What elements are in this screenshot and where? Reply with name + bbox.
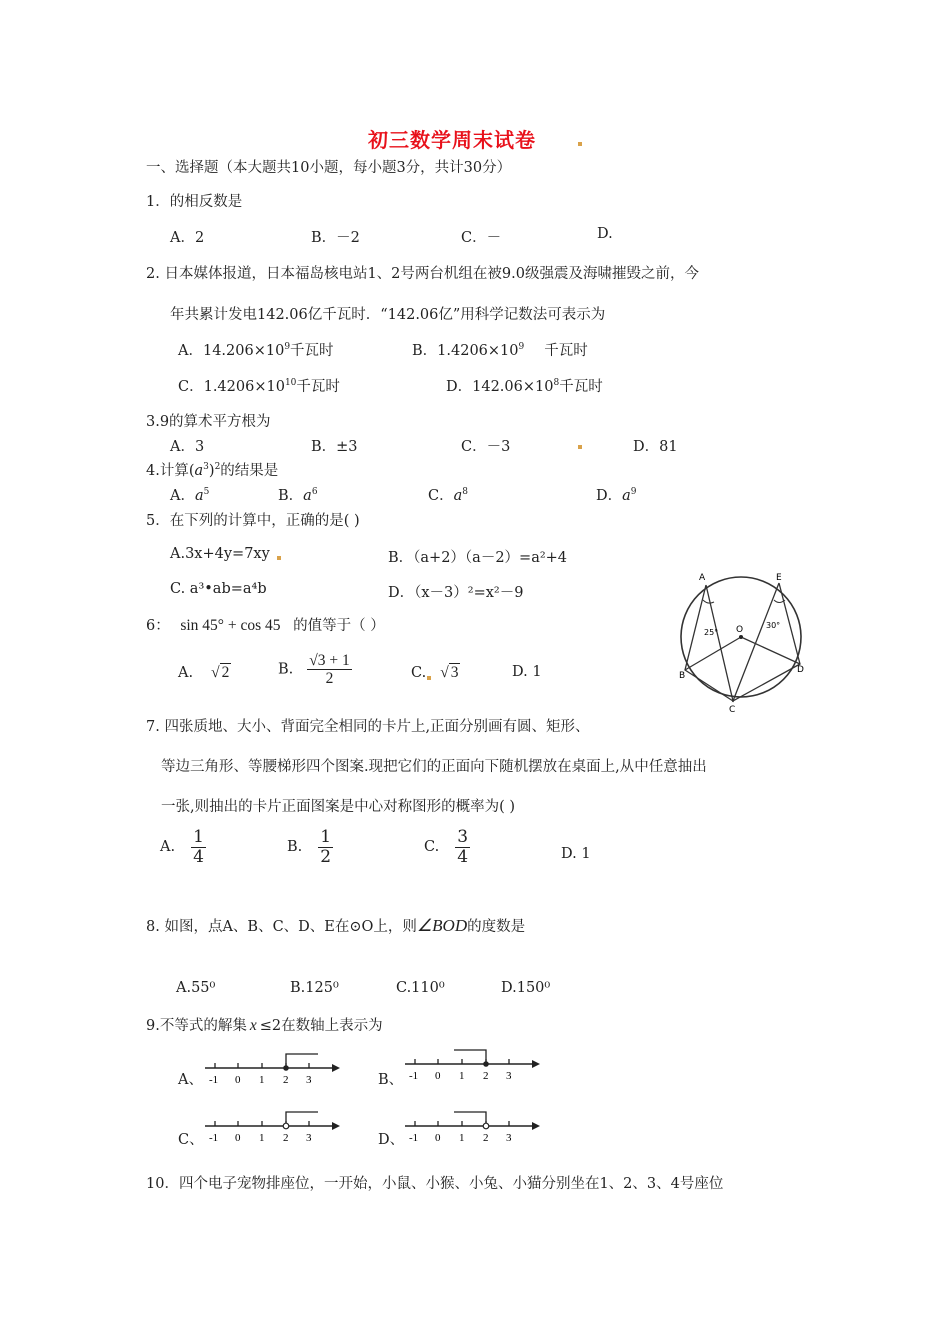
question-5-stem: 5．在下列的计算中，正确的是( ) bbox=[146, 513, 360, 529]
tick-label: 2 bbox=[283, 1074, 289, 1086]
q1-option-d[interactable]: D. bbox=[597, 226, 613, 242]
question-2-line2: 年共累计发电142.06亿千瓦时．“142.06亿”用科学记数法可表示为 bbox=[170, 307, 606, 323]
tick-label: 0 bbox=[435, 1132, 441, 1144]
q1-option-a[interactable]: A．2 bbox=[170, 230, 205, 246]
q1-option-c[interactable]: C．－ bbox=[461, 230, 502, 246]
q9-number-line-c[interactable] bbox=[200, 1108, 345, 1148]
tick-label: 3 bbox=[506, 1070, 512, 1082]
decorative-dot bbox=[578, 445, 582, 449]
question-10-line1: 10．四个电子宠物排座位，一开始，小鼠、小猴、小兔、小猫分别坐在1、2、3、4号座位 bbox=[146, 1176, 724, 1192]
q4-option-d[interactable]: D．$a^9$ bbox=[596, 487, 637, 504]
tick-label: 1 bbox=[459, 1070, 465, 1082]
question-6-stem: 6： sin 45° + cos 45 的值等于（ ） bbox=[146, 617, 385, 634]
q7-option-c[interactable]: C. $\frac{3}{4}$ bbox=[424, 827, 469, 867]
q2-option-a[interactable]: A．$14.206\times 10^9$千瓦时 bbox=[178, 342, 334, 359]
q1-option-b[interactable]: B．－2 bbox=[311, 230, 360, 246]
q6-option-d[interactable]: D. 1 bbox=[512, 664, 542, 680]
tick-label: -1 bbox=[209, 1074, 219, 1086]
tick-label: 3 bbox=[506, 1132, 512, 1144]
q5-option-a[interactable]: A.3x+4y=7xy bbox=[170, 546, 270, 562]
question-3-stem: 3.9的算术平方根为 bbox=[146, 414, 271, 430]
q7-option-d[interactable]: D. 1 bbox=[561, 846, 591, 862]
q8-option-d[interactable]: D.150⁰ bbox=[501, 980, 551, 996]
q5-option-d[interactable]: D．（x－3）²=x²－9 bbox=[388, 585, 524, 601]
question-7-line1: 7. 四张质地、大小、背面完全相同的卡片上,正面分别画有圆、矩形、 bbox=[146, 719, 590, 735]
tick-label: 0 bbox=[235, 1132, 241, 1144]
figure-label-b: B bbox=[679, 671, 686, 681]
q6-option-b[interactable]: B. $\frac{√3 + 1}{2}$ bbox=[278, 652, 350, 688]
figure-label-a: A bbox=[699, 573, 706, 583]
q8-option-c[interactable]: C.110⁰ bbox=[396, 980, 445, 996]
tick-label: -1 bbox=[409, 1132, 419, 1144]
question-2-line1: 2. 日本媒体报道，日本福岛核电站1、2号两台机组在被9.0级强震及海啸摧毁之前，今 bbox=[146, 266, 699, 282]
question-7-line3: 一张,则抽出的卡片正面图案是中心对称图形的概率为( ) bbox=[161, 799, 516, 815]
tick-label: 3 bbox=[306, 1132, 312, 1144]
q8-option-b[interactable]: B.125⁰ bbox=[290, 980, 339, 996]
question-4-stem: 4.计算$(a^3)^2$的结果是 bbox=[146, 462, 279, 479]
q9-number-line-a[interactable] bbox=[200, 1050, 345, 1090]
tick-label: -1 bbox=[409, 1070, 419, 1082]
question-9-stem: 9.不等式的解集 x ≤2在数轴上表示为 bbox=[146, 1017, 383, 1034]
decorative-dot bbox=[578, 142, 582, 146]
tick-label: 1 bbox=[259, 1074, 265, 1086]
tick-label: 2 bbox=[483, 1132, 489, 1144]
figure-label-d: D bbox=[797, 665, 804, 675]
tick-label: 2 bbox=[283, 1132, 289, 1144]
figure-label-c: C bbox=[729, 705, 736, 715]
q9-option-c-label[interactable]: C、 bbox=[178, 1132, 204, 1148]
q8-option-a[interactable]: A.55⁰ bbox=[176, 980, 216, 996]
q3-option-b[interactable]: B．±3 bbox=[311, 439, 358, 455]
q7-option-b[interactable]: B. $\frac{1}{2}$ bbox=[287, 827, 332, 867]
q3-option-d[interactable]: D．81 bbox=[633, 439, 678, 455]
q2-option-b[interactable]: B．$1.4206\times 10^9$ 千瓦时 bbox=[412, 342, 588, 359]
q9-option-a-label[interactable]: A、 bbox=[178, 1072, 203, 1088]
decorative-dot bbox=[427, 676, 431, 680]
q4-option-a[interactable]: A．$a^5$ bbox=[170, 487, 210, 504]
q2-option-c[interactable]: C．$1.4206\times 10^{10}$千瓦时 bbox=[178, 378, 340, 395]
q5-option-c[interactable]: C. a³•ab=a⁴b bbox=[170, 581, 267, 597]
q9-option-b-label[interactable]: B、 bbox=[378, 1072, 404, 1088]
question-1-stem: 1．的相反数是 bbox=[146, 194, 243, 210]
q9-option-d-label[interactable]: D、 bbox=[378, 1132, 405, 1148]
q2-option-d[interactable]: D．$142.06\times 10^8$千瓦时 bbox=[446, 378, 603, 395]
tick-label: 2 bbox=[483, 1070, 489, 1082]
q3-option-c[interactable]: C．－3 bbox=[461, 439, 511, 455]
section-heading: 一、选择题（本大题共10小题，每小题3分，共计30分） bbox=[146, 160, 512, 176]
figure-label-o: O bbox=[736, 625, 744, 635]
q6-option-c[interactable]: C. √ 3 bbox=[411, 664, 459, 681]
figure-label-e: E bbox=[776, 573, 782, 583]
decorative-dot bbox=[277, 556, 281, 560]
figure-angle-25: 25° bbox=[704, 628, 719, 637]
q7-option-a[interactable]: A. $\frac{1}{4}$ bbox=[160, 827, 204, 867]
q4-option-b[interactable]: B．$a^6$ bbox=[278, 487, 318, 504]
tick-label: 1 bbox=[459, 1132, 465, 1144]
tick-label: 3 bbox=[306, 1074, 312, 1086]
tick-label: 1 bbox=[259, 1132, 265, 1144]
tick-label: 0 bbox=[235, 1074, 241, 1086]
q5-option-b[interactable]: B．（a+2）（a－2）=a²+4 bbox=[388, 550, 568, 566]
q4-option-c[interactable]: C．$a^8$ bbox=[428, 487, 468, 504]
q6-option-a[interactable]: A. √ 2 bbox=[178, 664, 230, 681]
tick-label: -1 bbox=[209, 1132, 219, 1144]
page-title: 初三数学周末试卷 bbox=[368, 128, 536, 152]
question-8-stem: 8. 如图，点A、B、C、D、E在⊙O上，则∠BOD的度数是 bbox=[146, 916, 526, 935]
q9-number-line-b[interactable] bbox=[400, 1046, 545, 1086]
q9-number-line-d[interactable] bbox=[400, 1108, 545, 1148]
circle-figure bbox=[672, 570, 822, 715]
tick-label: 0 bbox=[435, 1070, 441, 1082]
q3-option-a[interactable]: A．3 bbox=[170, 439, 205, 455]
question-7-line2: 等边三角形、等腰梯形四个图案.现把它们的正面向下随机摆放在桌面上,从中任意抽出 bbox=[161, 759, 707, 775]
figure-angle-30: 30° bbox=[766, 621, 781, 630]
